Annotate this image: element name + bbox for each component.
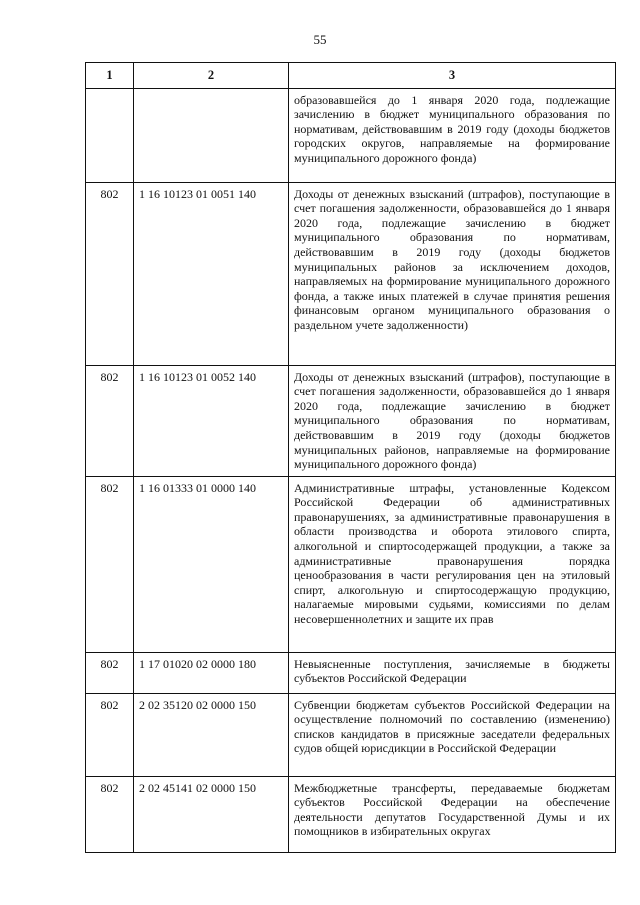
table-row bbox=[86, 88, 616, 182]
revenue-description-cell: Доходы от денежных взысканий (штрафов), поступающие в счет погашения задолженности, образовавшейся до 1 января 2020 года, подлежащие зачислению в бюджет муниципального образования по нормативам, действовавшим в 2019 году (доходы бюджетов муниципальных районов, направляемые на формирование муниципального дорожного фонда) bbox=[289, 365, 616, 476]
page-number: 55 bbox=[313, 32, 327, 47]
admin-code-cell: 802 bbox=[86, 476, 134, 652]
table-header-row bbox=[86, 63, 616, 89]
admin-code-cell: 802 bbox=[86, 693, 134, 776]
table-row bbox=[86, 693, 616, 776]
column-header-1: 1 bbox=[86, 63, 134, 89]
revenue-code-cell: 1 16 10123 01 0051 140 bbox=[134, 182, 289, 365]
revenue-code-cell: 2 02 45141 02 0000 150 bbox=[134, 776, 289, 852]
revenue-description-cell: Доходы от денежных взысканий (штрафов), поступающие в счет погашения задолженности, образовавшейся до 1 января 2020 года, подлежащие зачислению в бюджет муниципального образования по нормативам, действовавшим в 2019 году (доходы бюджетов муниципальных районов за исключением доходов, направляемых на формирование муниципального дорожного фонда, а также иных платежей в случае принятия решения финансовым органом муниципального образования о раздельном учете задолженности) bbox=[289, 182, 616, 365]
admin-code-cell bbox=[86, 88, 134, 182]
revenue-code-cell: 1 16 10123 01 0052 140 bbox=[134, 365, 289, 476]
revenue-description-cell: образовавшейся до 1 января 2020 года, подлежащие зачислению в бюджет муниципального образования по нормативам, действовавшим в 2019 году (доходы бюджетов городских округов, направляемые на формирование муниципального дорожного фонда) bbox=[289, 88, 616, 182]
admin-code-cell: 802 bbox=[86, 365, 134, 476]
revenue-description-cell: Административные штрафы, установленные Кодексом Российской Федерации об административных правонарушениях, за административные правонарушения в области производства и оборота этилового спирта, алкогольной и спиртосодержащей продукции, а также за административные правонарушения порядка ценообразования в части регулирования цен на этиловый спирт, алкогольную и спиртосодержащую продукцию, налагаемые мировыми судьями, комиссиями по делам несовершеннолетних и защите их прав bbox=[289, 476, 616, 652]
table-row bbox=[86, 776, 616, 852]
table-row bbox=[86, 476, 616, 652]
revenue-description-cell: Межбюджетные трансферты, передаваемые бюджетам субъектов Российской Федерации на обеспечение деятельности депутатов Государственной Думы и их помощников в избирательных округах bbox=[289, 776, 616, 852]
revenue-description-cell: Невыясненные поступления, зачисляемые в бюджеты субъектов Российской Федерации bbox=[289, 652, 616, 693]
column-header-3: 3 bbox=[289, 63, 616, 89]
admin-code-cell: 802 bbox=[86, 776, 134, 852]
revenue-code-cell: 1 16 01333 01 0000 140 bbox=[134, 476, 289, 652]
table-row bbox=[86, 182, 616, 365]
revenue-description-cell: Субвенции бюджетам субъектов Российской Федерации на осуществление полномочий по составлению (изменению) списков кандидатов в присяжные заседатели федеральных судов общей юрисдикции в Российской Федерации bbox=[289, 693, 616, 776]
table-row bbox=[86, 652, 616, 693]
revenue-code-cell: 2 02 35120 02 0000 150 bbox=[134, 693, 289, 776]
admin-code-cell: 802 bbox=[86, 182, 134, 365]
admin-code-cell: 802 bbox=[86, 652, 134, 693]
table-row bbox=[86, 365, 616, 476]
revenue-code-cell: 1 17 01020 02 0000 180 bbox=[134, 652, 289, 693]
column-header-2: 2 bbox=[134, 63, 289, 89]
budget-codes-table bbox=[85, 62, 616, 853]
revenue-code-cell bbox=[134, 88, 289, 182]
